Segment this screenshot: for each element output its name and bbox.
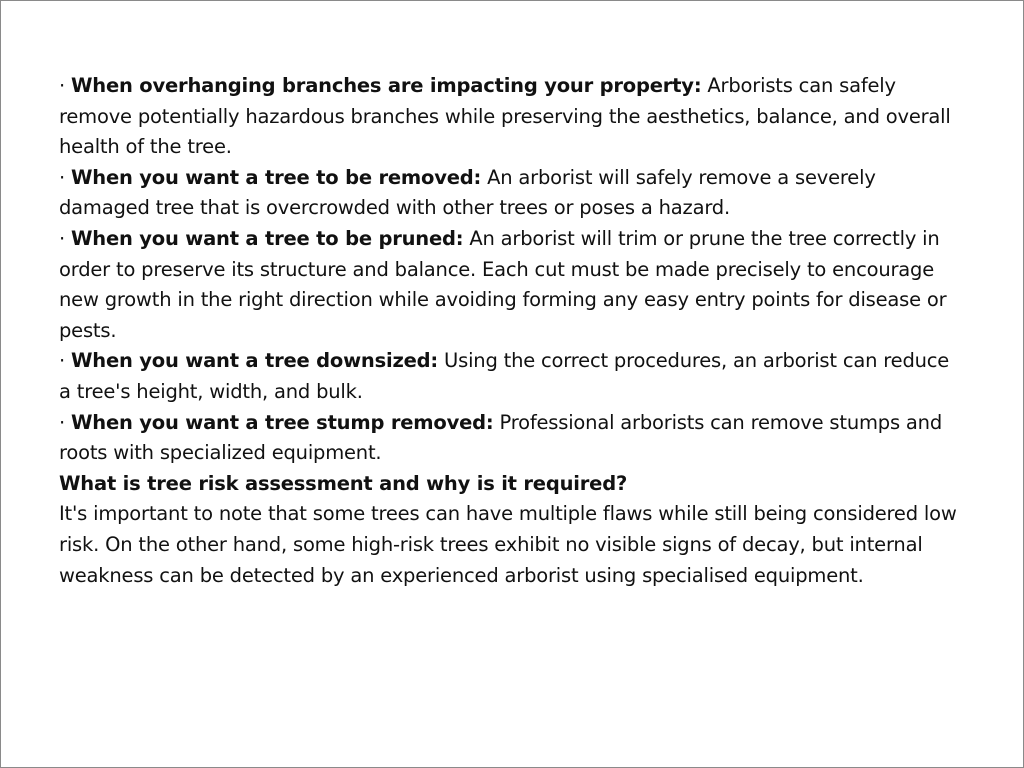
bullet-text: Arborists can safely remove potentially hazardous branches while preserving the aesthetics, balance, and overall health of the tree.: [59, 74, 951, 159]
bullet-text: Professional arborists can remove stumps and roots with specialized equipment.: [59, 410, 943, 465]
slide-content: [59, 71, 959, 591]
bullet-overhanging-branches: [59, 71, 959, 163]
bullet-text: Using the correct procedures, an arborist can reduce a tree's height, width, and bulk.: [59, 349, 950, 403]
bullet-marker: ·: [59, 74, 65, 97]
section-body: It's important to note that some trees can have multiple flaws while still being considered low risk. On the other hand, some high-risk trees exhibit no visible signs of decay, but internal weakness can be detected by an experienced arborist using specialised equipment.: [59, 502, 957, 587]
bullet-marker: ·: [59, 349, 65, 373]
bullet-marker: ·: [59, 165, 65, 189]
bullet-tree-pruned: [59, 224, 959, 346]
bullet-marker: ·: [59, 226, 65, 250]
bullet-tree-downsized: [59, 346, 959, 407]
bullet-heading: When you want a tree downsized:: [71, 349, 439, 373]
bullet-text: An arborist will safely remove a severely damaged tree that is overcrowded with other trees or poses a hazard.: [59, 165, 876, 220]
bullet-tree-removed: [59, 163, 959, 224]
bullet-marker: ·: [59, 410, 65, 434]
bullet-heading: When overhanging branches are impacting your property:: [71, 74, 702, 97]
bullet-stump-removed: [59, 408, 959, 469]
bullet-heading: When you want a tree stump removed:: [71, 410, 494, 434]
bullet-heading: When you want a tree to be removed:: [71, 165, 482, 189]
bullet-text: An arborist will trim or prune the tree correctly in order to preserve its structure and balance. Each cut must be made precisely to encourage new growth in the right direction while avoiding forming any easy entry points for disease or pests.: [59, 226, 947, 342]
section-heading: What is tree risk assessment and why is it required?: [59, 471, 628, 495]
bullet-heading: When you want a tree to be pruned:: [71, 226, 464, 250]
